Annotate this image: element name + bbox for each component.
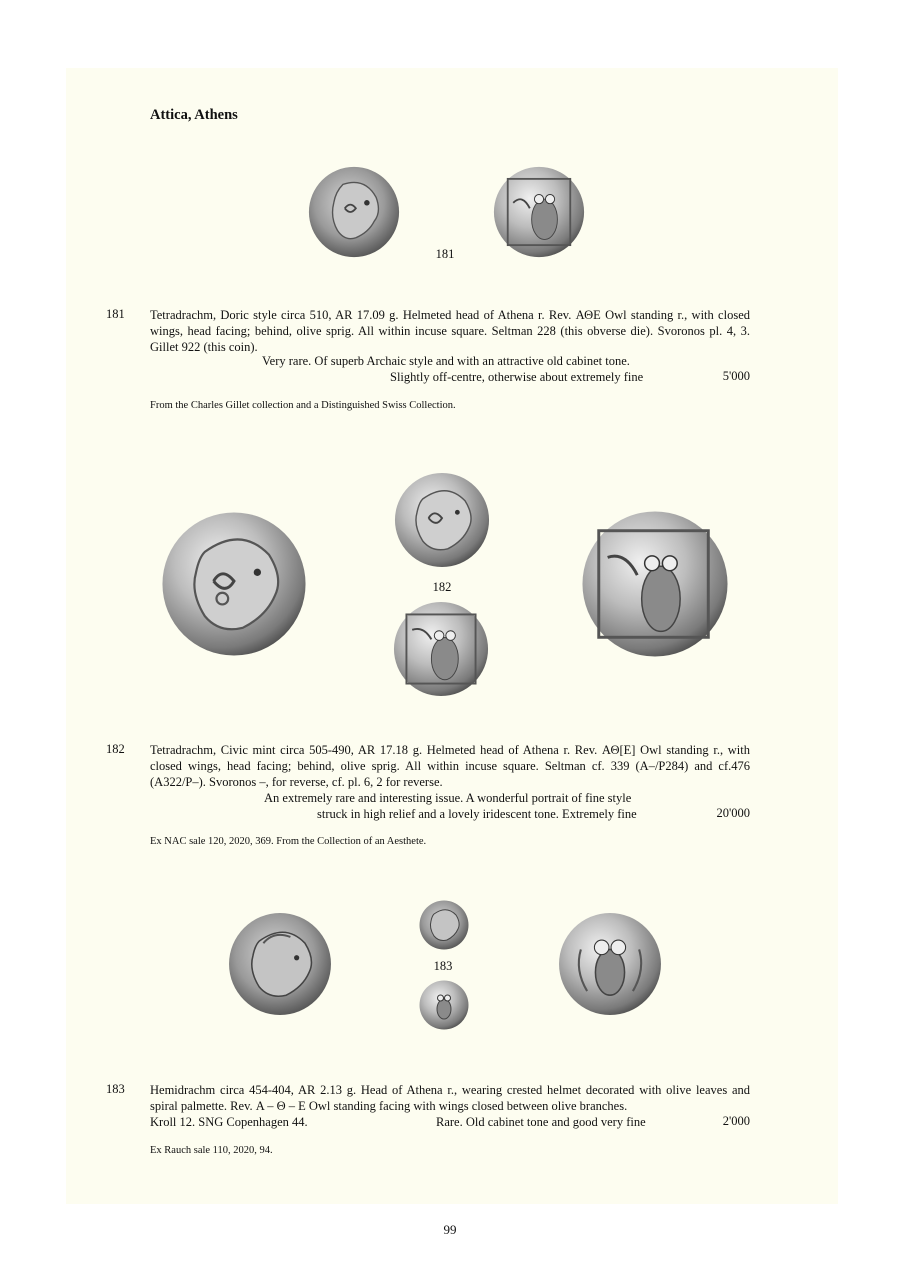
coin-183-obverse: [418, 900, 470, 950]
section-title: Attica, Athens: [150, 107, 238, 123]
lot-remark-182-2: struck in high relief and a lovely iridescent tone. Extremely fine: [317, 807, 637, 821]
lot-number-183: 183: [106, 1082, 125, 1096]
coin-182-reverse: [391, 601, 491, 697]
image-label-182: 182: [432, 580, 452, 594]
lot-price-182: 20'000: [716, 806, 750, 820]
image-label-183: 183: [433, 959, 453, 973]
lot-remark-183-1: Rare. Old cabinet tone and good very fine: [436, 1115, 646, 1129]
coin-182-obverse-enlarged: [161, 509, 307, 659]
coin-183-obverse-enlarged: [228, 912, 332, 1016]
lot-provenance-182: Ex NAC sale 120, 2020, 369. From the Collection of an Aesthete.: [150, 836, 427, 847]
lot-provenance-183: Ex Rauch sale 110, 2020, 94.: [150, 1145, 273, 1156]
description-text: Tetradrachm, Doric style circa 510, AR 17.09 g. Helmeted head of Athena r. Rev. ΑΘΕ Owl standing r., with closed wings, head facing; behind, olive sprig. All within incuse square. Seltman 228 (this obverse die). Svoronos pl. 4, 3. Gillet 922 (this coin).: [150, 308, 750, 354]
coin-183-reverse: [418, 980, 470, 1030]
lot-number-182: 182: [106, 742, 125, 756]
lot-description-181: [150, 307, 750, 355]
coin-182-obverse: [394, 472, 490, 568]
coin-181-obverse: [306, 166, 402, 258]
lot-description-182: [150, 742, 750, 790]
description-text: Tetradrachm, Civic mint circa 505-490, AR 17.18 g. Helmeted head of Athena r. Rev. ΑΘ[Ε] Owl standing r., with closed wings, head facing; behind, olive sprig. All within incuse square. Seltman cf. 339 (A–/P284) and cf.476 (A322/P–). Svoronos –, for reverse, cf. pl. 6, 2 for reverse.: [150, 743, 750, 789]
page-number: 99: [443, 1222, 457, 1237]
description-text: Hemidrachm circa 454-404, AR 2.13 g. Head of Athena r., wearing crested helmet decorated with olive leaves and spiral palmette. Rev. Α – Θ – Ε Owl standing facing with wings closed between olive branches.: [150, 1083, 750, 1113]
lot-description-183-last: Kroll 12. SNG Copenhagen 44.: [150, 1115, 308, 1129]
lot-provenance-181: From the Charles Gillet collection and a Distinguished Swiss Collection.: [150, 400, 456, 411]
lot-price-181: 5'000: [722, 369, 750, 383]
coin-182-reverse-enlarged: [579, 510, 731, 658]
image-label-181: 181: [435, 247, 455, 261]
lot-price-183: 2'000: [722, 1114, 750, 1128]
lot-description-183: [150, 1082, 750, 1114]
lot-remark-181-2: Slightly off-centre, otherwise about extremely fine: [390, 370, 644, 384]
lot-number-181: 181: [106, 307, 125, 321]
coin-183-reverse-enlarged: [557, 912, 663, 1016]
lot-remark-182-1: An extremely rare and interesting issue. A wonderful portrait of fine style: [264, 791, 632, 805]
lot-remark-181-1: Very rare. Of superb Archaic style and with an attractive old cabinet tone.: [262, 354, 630, 368]
coin-181-reverse: [492, 166, 586, 258]
